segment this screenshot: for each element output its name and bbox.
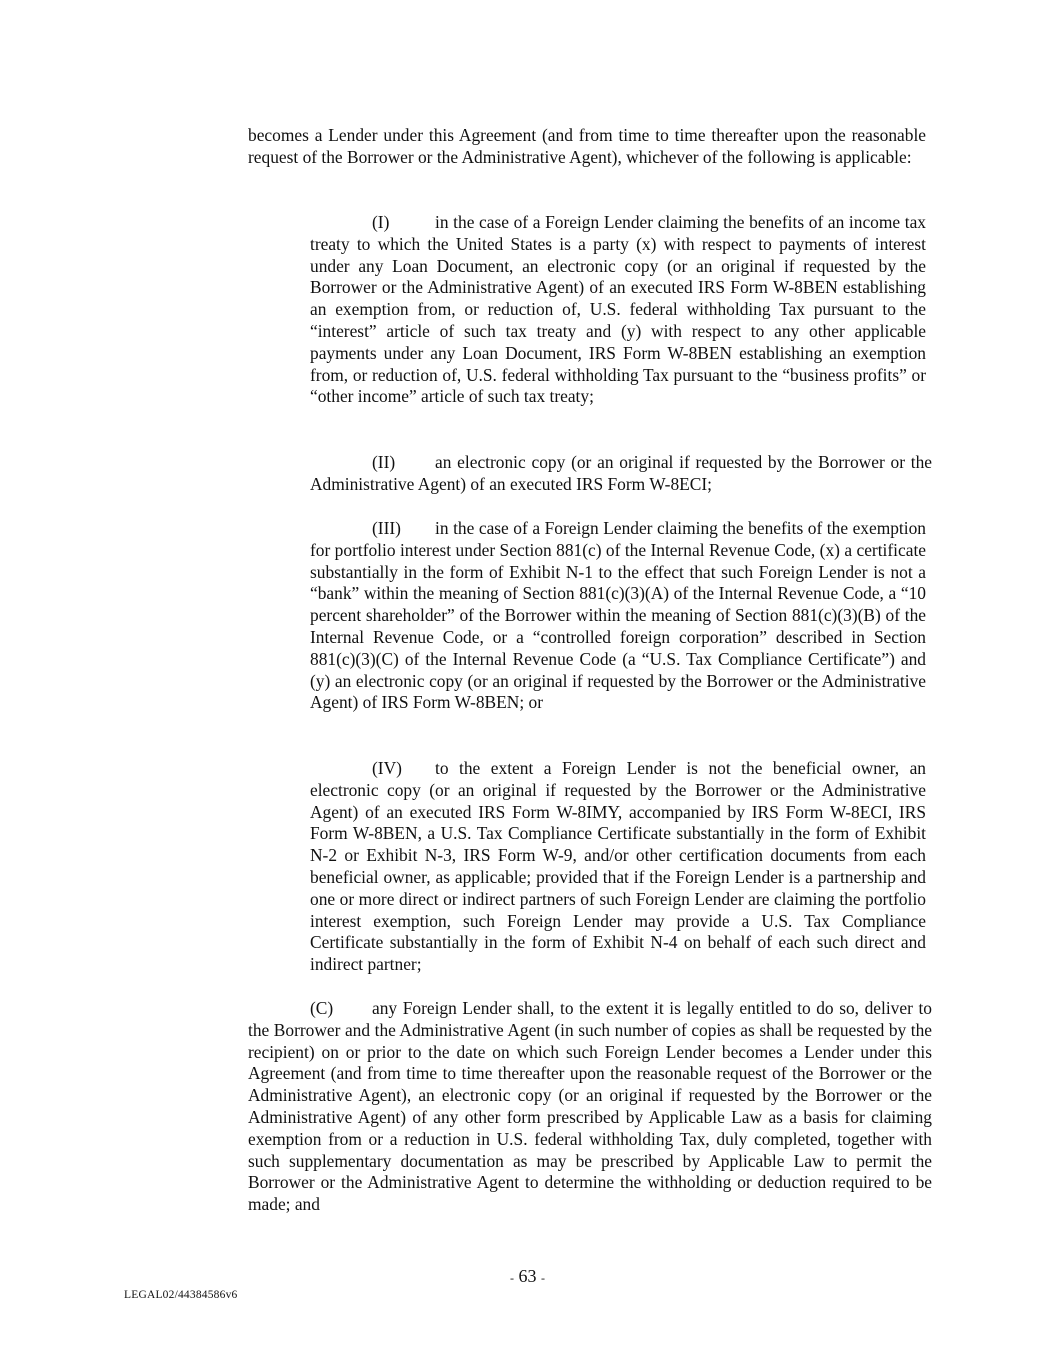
item-ii-paragraph bbox=[310, 452, 932, 496]
item-iv-paragraph bbox=[310, 758, 926, 976]
intro-paragraph: becomes a Lender under this Agreement (and from time to time thereafter upon the reasonable request of the Borrower or the Administrative Agent), whichever of the following is applicable: bbox=[248, 125, 926, 167]
page-number-dash-right: - bbox=[541, 1271, 545, 1285]
item-ii-number: (II) bbox=[372, 452, 396, 472]
item-iv-text: to the extent a Foreign Lender is not the beneficial owner, an electronic copy (or an original if requested by the Borrower or the Administrative Agent) of an executed IRS Form W-8IMY, accompanied by IRS Form W-8ECI, IRS Form W-8BEN, a U.S. Tax Compliance Certificate substantially in the form of Exhibit N-2 or Exhibit N-3, IRS Form W-9, and/or other certification documents from each beneficial owner, as applicable; provided that if the Foreign Lender is a partnership and one or more direct or indirect partners of such Foreign Lender are claiming the portfolio interest exemption, such Foreign Lender may provide a U.S. Tax Compliance Certificate substantially in the form of Exhibit N-4 on behalf of each such direct and indirect partner; bbox=[310, 758, 926, 975]
document-id: LEGAL02/44384586v6 bbox=[124, 1289, 238, 1301]
page-number-dash-left: - bbox=[510, 1271, 514, 1285]
item-i-number: (I) bbox=[372, 212, 390, 232]
page-number-value: 63 bbox=[518, 1266, 537, 1286]
item-iii-number: (III) bbox=[372, 518, 401, 538]
item-iv-number: (IV) bbox=[372, 758, 402, 778]
item-iii-paragraph bbox=[310, 518, 926, 714]
item-ii-text: an electronic copy (or an original if requested by the Borrower or the Administrative Agent) of an executed IRS Form W-8ECI; bbox=[310, 452, 932, 494]
item-iii-text: in the case of a Foreign Lender claiming the benefits of the exemption for portfolio interest under Section 881(c) of the Internal Revenue Code, (x) a certificate substantially in the form of Exhibit N-1 to the effect that such Foreign Lender is not a “bank” within the meaning of Section 881(c)(3)(A) of the Internal Revenue Code, a “10 percent shareholder” of the Borrower within the meaning of Section 881(c)(3)(B) of the Internal Revenue Code, or a “controlled foreign corporation” described in Section 881(c)(3)(C) of the Internal Revenue Code (a “U.S. Tax Compliance Certificate”) and (y) an electronic copy (or an original if requested by the Borrower or the Administrative Agent) of IRS Form W-8BEN; or bbox=[310, 518, 926, 713]
clause-c-number: (C) bbox=[310, 998, 334, 1018]
item-i-paragraph bbox=[310, 212, 926, 408]
page-number bbox=[0, 1265, 1055, 1289]
clause-c-text: any Foreign Lender shall, to the extent it is legally entitled to do so, deliver to the Borrower and the Administrative Agent (in such number of copies as shall be requested by the recipient) on or prior to the date on which such Foreign Lender becomes a Lender under this Agreement (and from time to time thereafter upon the reasonable request of the Borrower or the Administrative Agent), an electronic copy (or an original if requested by the Borrower or the Administrative Agent) of any other form prescribed by Applicable Law as a basis for claiming exemption from or a reduction in U.S. federal withholding Tax, duly completed, together with such supplementary documentation as may be prescribed by Applicable Law to permit the Borrower or the Administrative Agent to determine the withholding or deduction required to be made; and bbox=[248, 998, 932, 1215]
clause-c-paragraph bbox=[248, 998, 932, 1216]
item-i-text: in the case of a Foreign Lender claiming the benefits of an income tax treaty to which the United States is a party (x) with respect to payments of interest under any Loan Document, an electronic copy (or an original if requested by the Borrower or the Administrative Agent) of an executed IRS Form W-8BEN establishing an exemption from, or reduction of, U.S. federal withholding Tax pursuant to the “interest” article of such tax treaty and (y) with respect to any other applicable payments under any Loan Document, IRS Form W-8BEN establishing an exemption from, or reduction of, U.S. federal withholding Tax pursuant to the “business profits” or “other income” article of such tax treaty; bbox=[310, 212, 926, 407]
